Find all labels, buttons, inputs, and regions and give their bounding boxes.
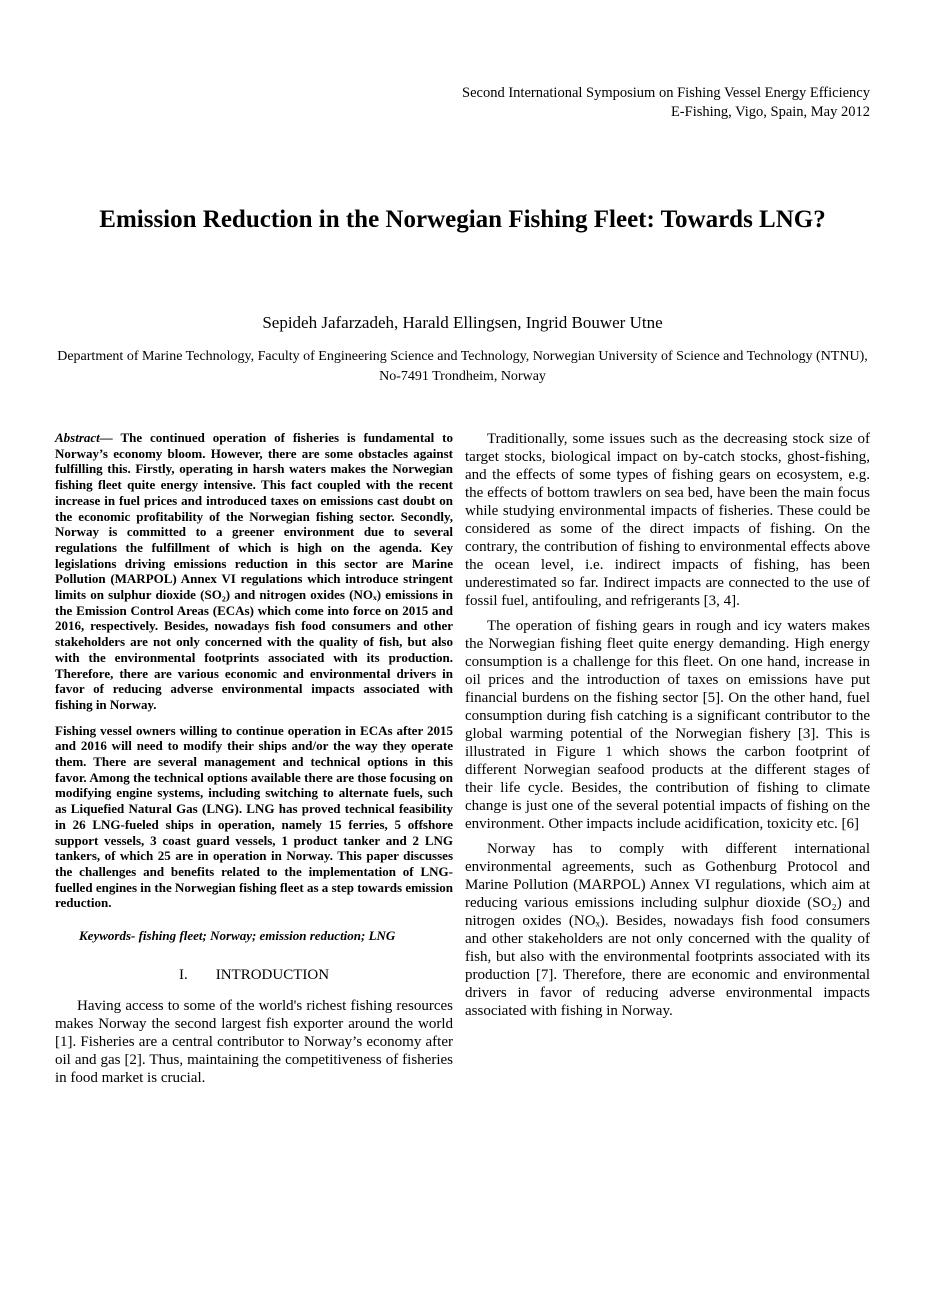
authors-line: Sepideh Jafarzadeh, Harald Ellingsen, Ingrid Bouwer Utne — [262, 313, 663, 332]
right-column — [465, 430, 870, 1094]
two-column-body — [55, 430, 870, 1094]
abstract-body-1: The continued operation of fisheries is fundamental to Norway’s economy bloom. However, there are some obstacles against fulfilling this. Firstly, operating in harsh waters makes the Norwegian fishing fleet quite energy intensive. This fact coupled with the recent increase in fuel prices and introduced taxes on emissions cast doubt on the economic profitability of the Norwegian fishing sector. Secondly, Norway is committed to a greener environment due to several regulations the fulfillment of which is high on the agenda. Key legislations driving emissions reduction in this sector are Marine Pollution (MARPOL) Annex VI regulations which introduce stringent limits on sulphur dioxide (SO₂) and nitrogen oxides (NOₓ) emissions in the Emission Control Areas (ECAs) which come into force on 2015 and 2016, respectively. Besides, nowadays fish food consumers and other stakeholders are not only concerned with the quality of fish, but also with the environmental footprints associated with its production. Therefore, there are various economic and environmental drivers in favor of reducing adverse environmental impacts associated with fishing in Norway. — [55, 430, 453, 712]
left-column — [55, 430, 453, 1094]
header-venue-line: E-Fishing, Vigo, Spain, May 2012 — [670, 104, 870, 120]
section-heading-introduction — [55, 967, 453, 984]
abstract-paragraph-2: Fishing vessel owners willing to continue operation in ECAs after 2015 and 2016 will need to modify their ships and/or the way they operate them. There are several management and technical options in this favor. Among the technical options available there are those focusing on modifying engine systems, including switching to alternate fuels, such as Liquefied Natural Gas (LNG). LNG has proved technical feasibility in 26 LNG-fueled ships in operation, namely 15 ferries, 5 offshore support vessels, 3 coast guard vessels, 1 product tanker and 2 LNG tankers, of which 25 are in operation in Norway. This paper discusses the challenges and benefits related to the implementation of LNG-fuelled engines in the Norwegian fishing fleet as a step towards emission reduction. — [55, 722, 453, 911]
section-number: I. — [178, 967, 188, 984]
affiliation-line: Department of Marine Technology, Faculty of Engineering Science and Technology, Norwegian University of Science and Technology (NTNU), No-7491 Trondheim, Norway — [57, 349, 868, 384]
paper-title: Emission Reduction in the Norwegian Fishing Fleet: Towards LNG? — [99, 205, 826, 233]
header-conference-line: Second International Symposium on Fishing Vessel Energy Efficiency — [462, 85, 870, 101]
body-paragraph: Traditionally, some issues such as the decreasing stock size of target stocks, biological impact on by-catch stocks, ghost-fishing, and the effects of some types of fishing gears on ecosystem, e.g. the effects of bottom trawlers on sea bed, have been the main focus while studying environmental impacts of fisheries. These could be considered as some of the direct impacts of fishing. On the contrary, the contribution of fishing to environmental effects above the ocean level, i.e. indirect impacts of fishing, has been underestimated so far. Indirect impacts are connected to the use of fossil fuel, antifouling, and refrigerants [3, 4]. — [465, 431, 870, 609]
abstract-paragraph-1 — [55, 430, 453, 713]
keywords-line: Keywords- fishing fleet; Norway; emission reduction; LNG — [79, 928, 396, 944]
section-title: INTRODUCTION — [215, 967, 330, 984]
body-paragraph: Norway has to comply with different international environmental agreements, such as Gothenburg Protocol and Marine Pollution (MARPOL) Annex VI regulations, which aim at reducing various emissions including sulphur dioxide (SO₂) and nitrogen oxides (NOₓ). Besides, nowadays fish food consumers and other stakeholders are not only concerned with the quality of fish, but also with the environmental footprints associated with its production [7]. Therefore, there are economic and environmental drivers in favor of reducing adverse environmental impacts associated with fishing in Norway. — [465, 841, 870, 1019]
abstract-label: Abstract— — [55, 430, 113, 445]
introduction-paragraph: Having access to some of the world's richest fishing resources makes Norway the second largest fish exporter around the world [1]. Fisheries are a central contributor to Norway’s economy after oil and gas [2]. Thus, maintaining the competitiveness of fisheries in food market is crucial. — [55, 998, 453, 1087]
page-header — [462, 84, 870, 122]
body-paragraph: The operation of fishing gears in rough and icy waters makes the Norwegian fishing fleet quite energy demanding. High energy consumption is a challenge for this fleet. On one hand, increase in oil prices and the introduction of taxes on emissions have put financial burdens on the fishing sector [5]. On the other hand, fuel consumption during fish catching is a significant contributor to the global warming potential of the Norwegian fishery [3]. This is illustrated in Figure 1 which shows the carbon footprint of different Norwegian seafood products at the different stages of their life cycle. Besides, the contribution of fishing to climate change is just one of the several potential impacts of fishing on the environment. Other impacts include acidification, toxicity etc. [6] — [465, 618, 870, 832]
